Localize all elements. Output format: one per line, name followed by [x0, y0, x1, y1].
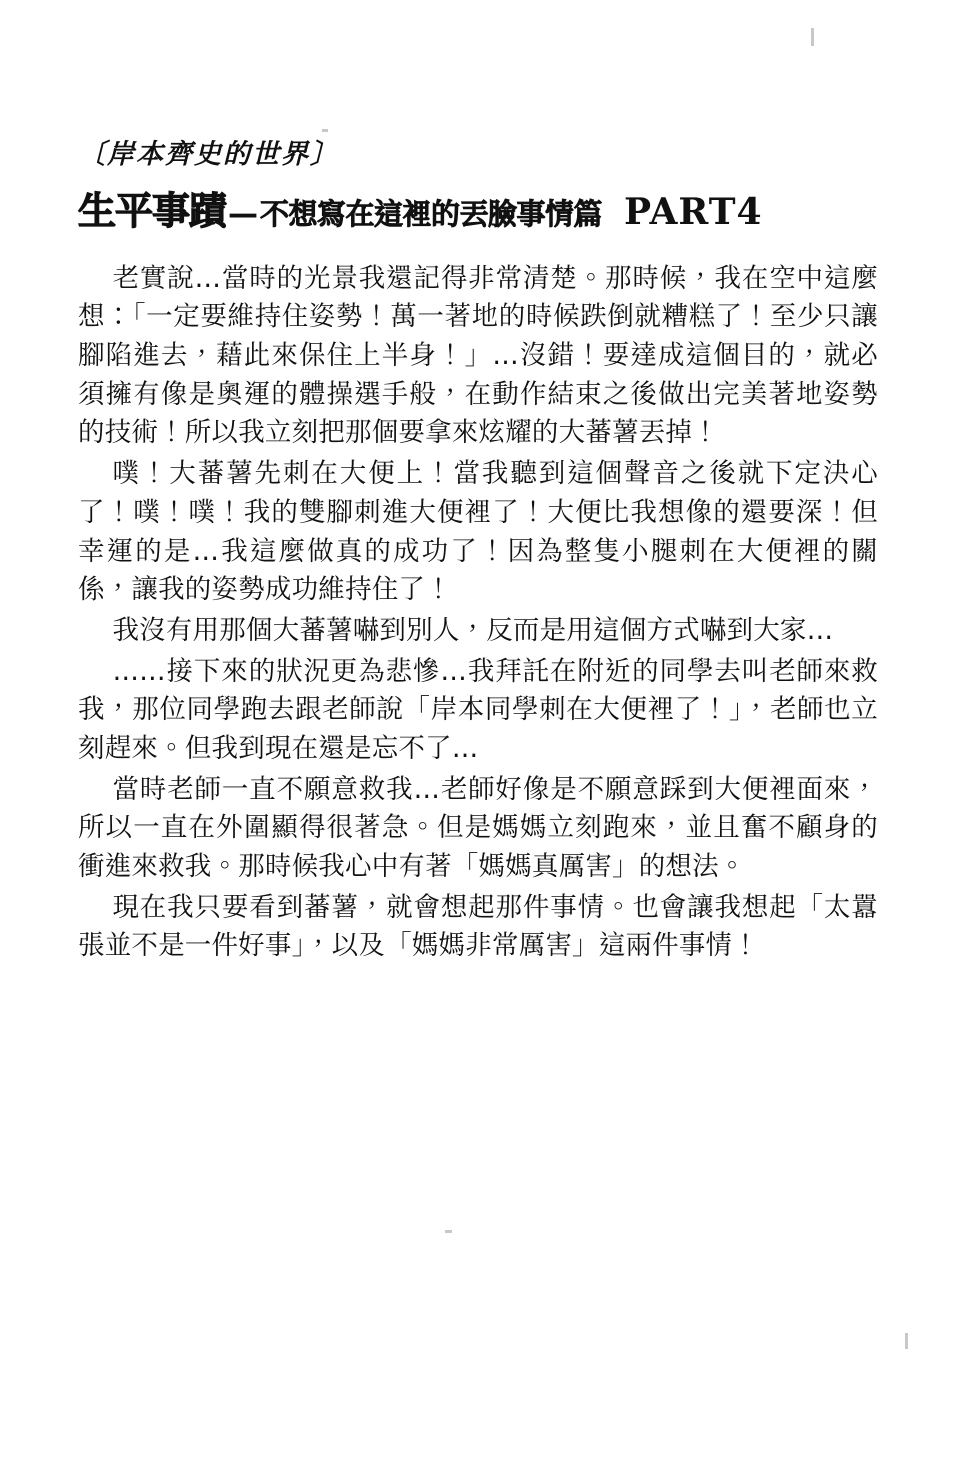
page-title-part: PART4	[624, 190, 763, 233]
paragraph: 我沒有用那個大蕃薯嚇到別人，反而是用這個方式嚇到大家…	[112, 614, 834, 646]
scan-speck	[445, 1230, 452, 1233]
scan-speck	[905, 1333, 908, 1349]
paragraph: 老實說…當時的光景我還記得非常清楚。那時候，我在空中這麼想：「一定要維持住姿勢！萬一著地的時候跌倒就糟糕了！至少只讓腳陷進去，藉此來保住上半身！」…沒錯！要達成這個目的，就必須擁有像是奧運的體操選手般，在動作結束之後做出完美著地姿勢的技術！所以我立刻把那個要拿來炫耀的大蕃薯丟掉！	[78, 262, 878, 449]
page-title-main: 生平事蹟	[78, 188, 227, 233]
article-body	[78, 140, 878, 968]
series-title: 〔岸本齊史的世界〕	[78, 139, 339, 170]
paragraph: 當時老師一直不願意救我…老師好像是不願意踩到大便裡面來，所以一直在外圍顯得很著急。但是媽媽立刻跑來，並且奮不顧身的衝進來救我。那時候我心中有著「媽媽真厲害」的想法。	[78, 773, 878, 882]
paragraph: 現在我只要看到蕃薯，就會想起那件事情。也會讓我想起「太囂張並不是一件好事」，以及「媽媽非常厲害」這兩件事情！	[78, 891, 878, 962]
paragraph: 噗！大蕃薯先刺在大便上！當我聽到這個聲音之後就下定決心了！噗！噗！我的雙腳刺進大便裡了！大便比我想像的還要深！但幸運的是…我這麼做真的成功了！因為整隻小腿刺在大便裡的關係，讓我的姿勢成功維持住了！	[78, 458, 878, 606]
paragraph: ……接下來的狀況更為悲慘…我拜託在附近的同學去叫老師來救我，那位同學跑去跟老師說「岸本同學刺在大便裡了！」，老師也立刻趕來。但我到現在還是忘不了…	[78, 655, 878, 764]
page-title-subtext: 不想寫在這裡的丟臉事情篇	[260, 196, 603, 231]
body-text	[78, 260, 878, 966]
page-title-dash: —	[228, 196, 259, 232]
scan-speck	[322, 129, 328, 132]
page-title	[78, 188, 878, 233]
scan-speck	[811, 28, 814, 46]
